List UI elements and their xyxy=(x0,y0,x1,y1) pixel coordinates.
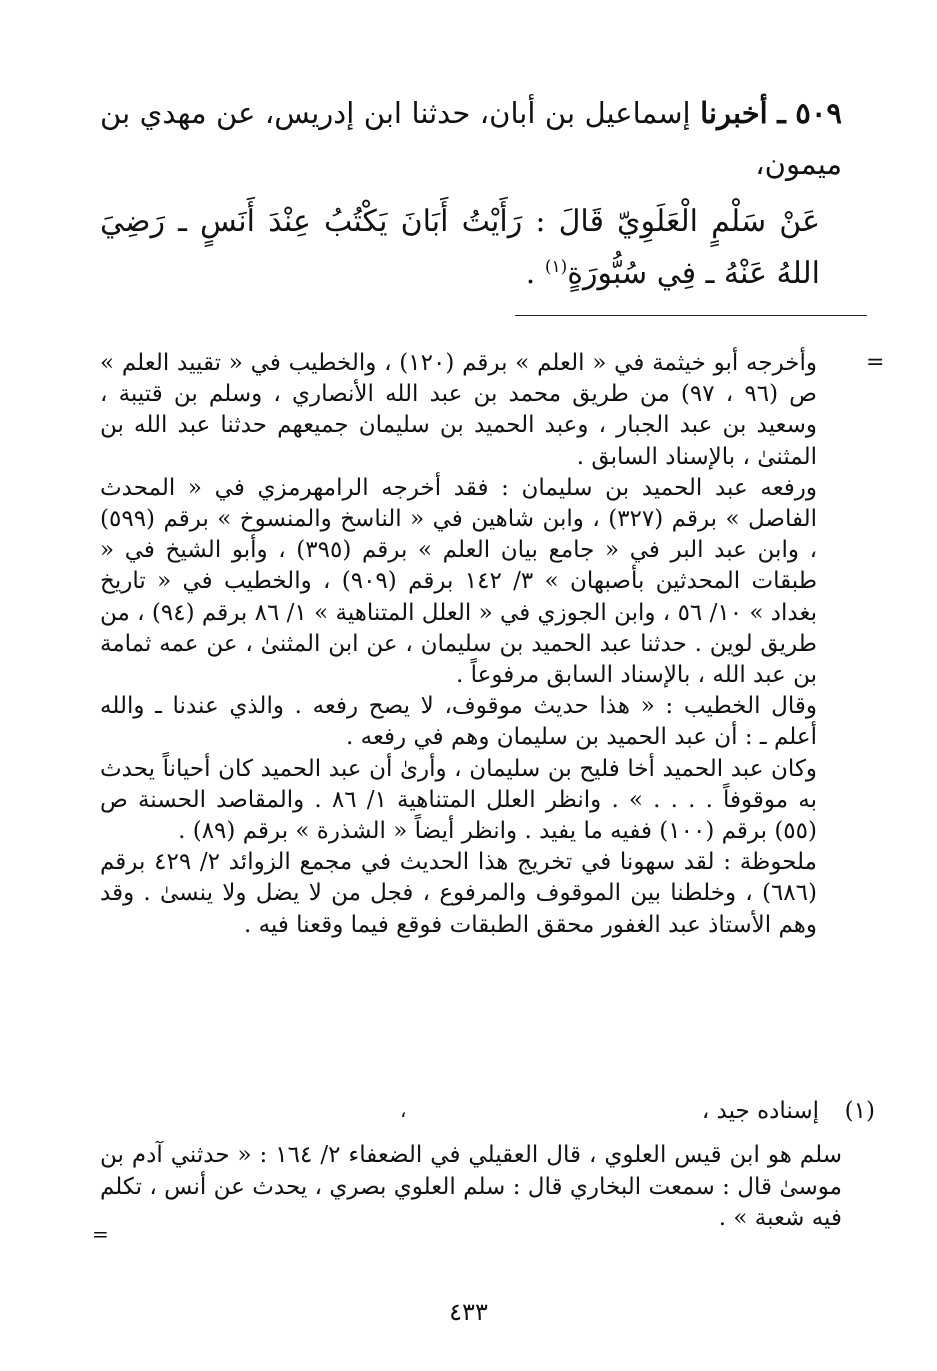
page-number: ٤٣٣ xyxy=(449,1298,488,1326)
footnote-text: إسناده جيد ، xyxy=(701,1098,819,1124)
continues-next-page-mark: = xyxy=(92,1222,109,1246)
matn-text: عَنْ سَلْمٍ الْعَلَوِيّ قَالَ : رَأَيْتُ أَبَانَ يَكْتُبُ عِنْدَ أَنَسٍ ـ رَضِيَ اللهُ عَنْهُ ـ فِي سُبُّورَةٍ xyxy=(100,204,820,291)
note-paragraph: ورفعه عبد الحميد بن سليمان : فقد أخرجه الرامهرمزي في « المحدث الفاصل » برقم (٣٢٧) ، وابن شاهين في « الناسخ والمنسوخ » برقم (٥٩٩) ، وابن عبد البر في « جامع بيان العلم » برقم (٣٩٥) ، وأبو الشيخ في « طبقات المحدثين بأصبهان » ٣/ ١٤٢ برقم (٩٠٩) ، والخطيب في « تاريخ بغداد » ١٠/ ٥٦ ، وابن الجوزي في « العلل المتناهية » ١/ ٨٦ برقم (٩٤) ، من طريق لوين . حدثنا عبد الحميد بن سليمان ، عن ابن المثنىٰ ، عن عمه ثمامة بن عبد الله ، بالإسناد السابق مرفوعاً . xyxy=(100,474,818,689)
footnote-notes xyxy=(100,348,817,941)
continuation-mark: = xyxy=(866,350,885,375)
chain-text: إسماعيل بن أبان، حدثنا ابن إدريس، عن مهدي بن ميمون، xyxy=(100,96,842,181)
footnote-continuation xyxy=(100,1140,842,1235)
note-paragraph: وقال الخطيب : « هذا حديث موقوف، لا يصح رفعه . والذي عندنا ـ والله أعلم ـ : أن عبد الحميد بن سليمان وهم في رفعه . xyxy=(100,693,817,751)
note-paragraph: وأخرجه أبو خيثمة في « العلم » برقم (١٢٠) ، والخطيب في « تقييد العلم » ص (٩٦ ، ٩٧) من طريق محمد بن عبد الله الأنصاري ، وسلم بن قتيبة ، وسعيد بن عبد الجبار ، وعبد الحميد بن سليمان جميعهم حدثنا عبد الله بن المثنىٰ ، بالإسناد السابق . xyxy=(100,350,818,470)
footnote-reference: (١) xyxy=(544,257,568,277)
note-paragraph: ملحوظة : لقد سهونا في تخريج هذا الحديث في مجمع الزوائد ٢/ ٤٢٩ برقم (٦٨٦) ، وخلطنا بين الموقوف والمرفوع ، فجل من لا يضل ولا ينسىٰ . وقد وهم الأستاذ عبد الغفور محقق الطبقات فوقع فيما وقعنا فيه . xyxy=(100,849,817,938)
hadith-block xyxy=(100,88,842,300)
matn-end: . xyxy=(525,256,545,291)
note-paragraph: وكان عبد الحميد أخا فليح بن سليمان ، وأرىٰ أن عبد الحميد كان أحياناً يحدث به موقوفاً . . . . » . وانظر العلل المتناهية ١/ ٨٦ . والمقاصد الحسنة ص (٥٥) برقم (١٠٠) ففيه ما يفيد . وانظر أيضاً « الشذرة » برقم (٨٩) . xyxy=(100,755,818,845)
hadith-number: ٥٠٩ xyxy=(795,96,843,130)
hadith-dash: ـ xyxy=(777,96,786,130)
chain-lead-word: أخبرنا xyxy=(700,96,768,130)
stray-mark: ، xyxy=(400,1098,407,1122)
footnote-separator-rule xyxy=(515,315,867,316)
hadith-isnad xyxy=(100,88,842,190)
footnote-number: (١) xyxy=(844,1098,875,1124)
hadith-matn xyxy=(100,196,842,300)
footnote-continuation-text: سلم هو ابن قيس العلوي ، قال العقيلي في الضعفاء ٢/ ١٦٤ : « حدثني آدم بن موسىٰ قال : سمعت البخاري قال : سلم العلوي بصري ، يحدث عن أنس ، تكلم فيه شعبة » . xyxy=(100,1142,842,1231)
